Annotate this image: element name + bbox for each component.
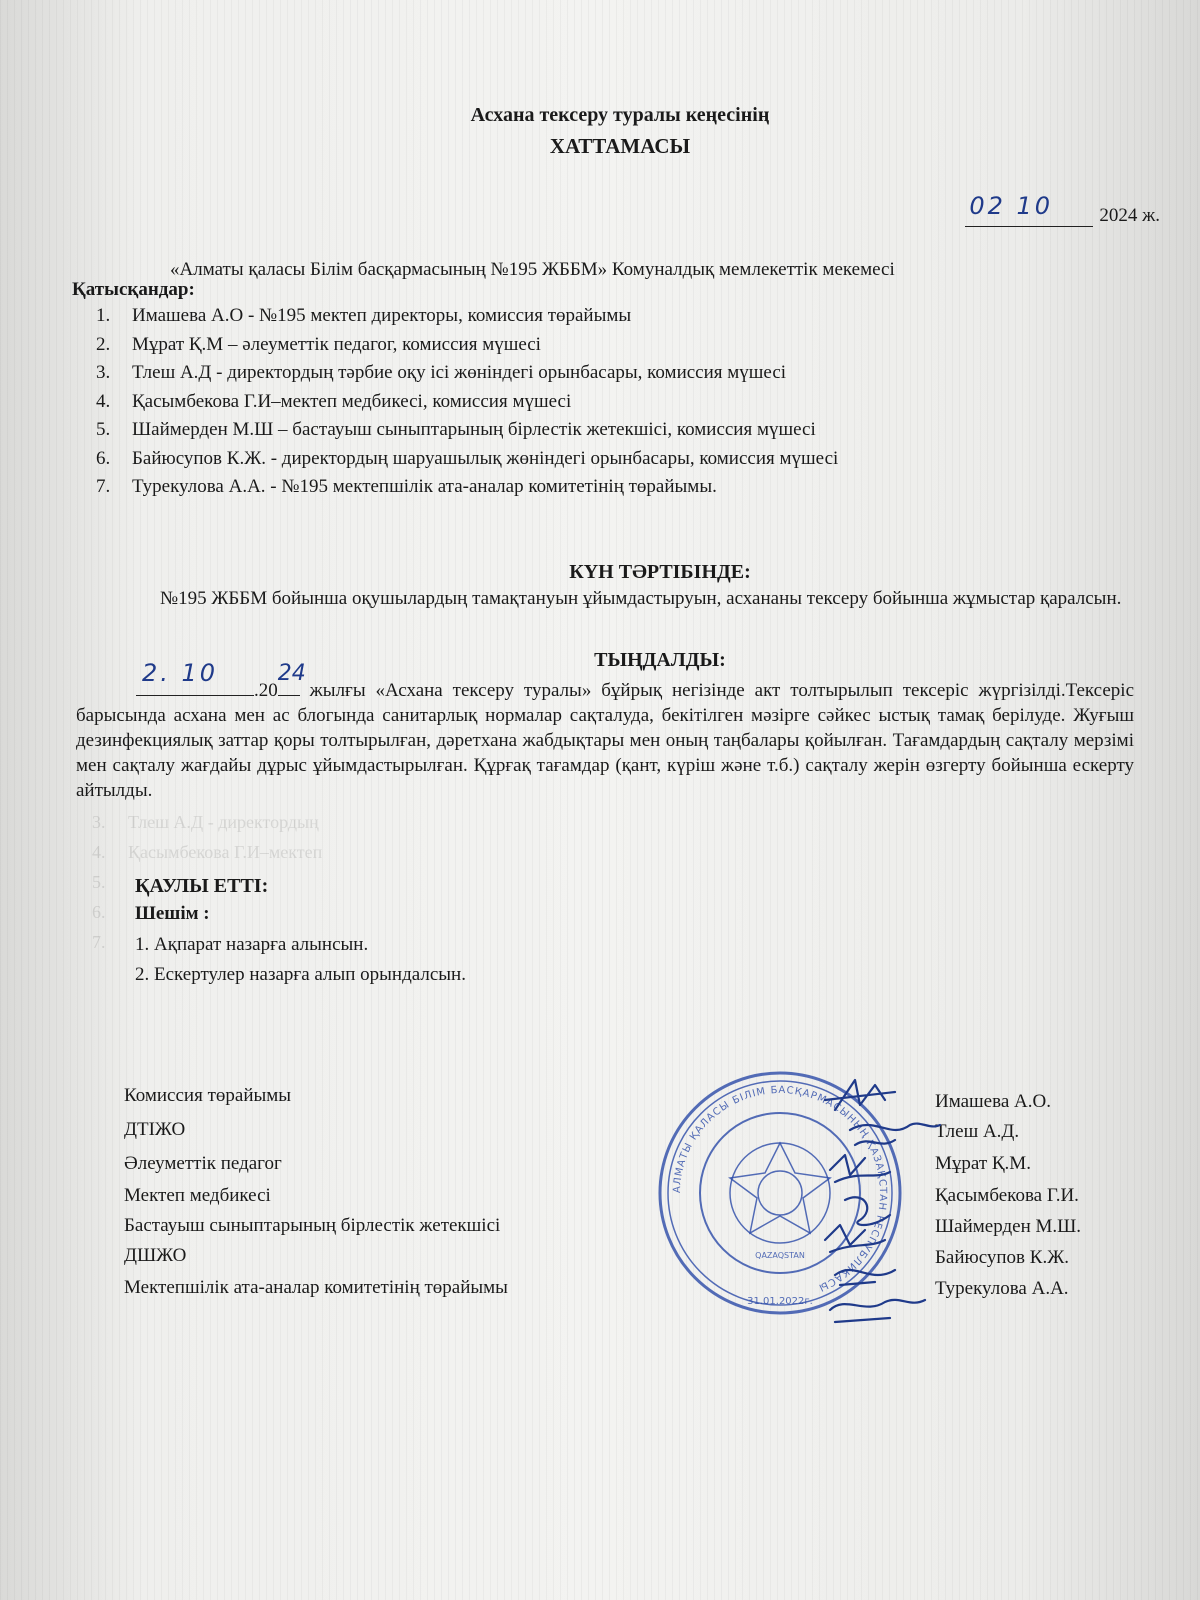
signatory-role: Бастауыш сыныптарының бірлестік жетекшісі [124,1215,501,1236]
signatory-role: Әлеуметтік педагог [124,1153,282,1174]
document-date [965,192,1160,227]
document-subtitle: ХАТТАМАСЫ [549,134,691,158]
signatory-role: Мектеп медбикесі [124,1185,271,1206]
date-year: 2024 ж. [1099,205,1160,226]
show-through: 5. [92,872,106,892]
agenda-text: №195 ЖББМ бойынша оқушылардың тамақтануын ұйымдастыруын, асхананы тексеру бойынша жұмыстар қаралсын. [160,588,1122,609]
agenda-heading: КҮН ТӘРТІБІНДЕ: [569,561,751,583]
show-through: 4. Қасымбекова Г.И–мектеп [92,842,323,862]
signatory-name: Шаймерден М.Ш. [935,1216,1082,1237]
document-title: Асхана тексеру туралы кеңесінің [470,104,770,126]
signatory-name: Турекулова А.А. [935,1278,1069,1299]
show-through: 3. Тлеш А.Д - директордың [92,812,319,832]
heard-paragraph: 2. 10 .20 24 жылғы «Асхана тексеру туралы» бұйрық негізінде акт толтырылып тексеріс жүргізілді.Тексеріс барысында асхана мен ас блогында санитарлық нормалар сақталуда, бекітілген мәзірге сәйкес ыстық тамақ берілуде. Жуғыш дезинфекциялық заттар қоры толтырылған, дәретхана жабдықтары мен оның таңбалары қойылған. Тағамдардың сақталу мерзімі мен сақталу жағдайы дұрыс ұйымдастырылған. Құрғақ тағамдар (қант, күріш және т.б.) сақталу жерін өзгерту бойынша ескерту айтылды. [76,659,1134,801]
signatory-role: ДШЖО [124,1245,187,1266]
stamp-ring-text: АЛМАТЫ ҚАЛАСЫ БІЛІМ БАСҚАРМАСЫНЫҢ ҚАЗАҚСТАН РЕСПУБЛИКАСЫ [671,1084,889,1294]
heard-date-blank: 2. 10 [136,675,254,696]
signatory-name: Имашева А.О. [935,1091,1051,1112]
heard-text: жылғы «Асхана тексеру туралы» бұйрық негізінде акт толтырылып тексеріс жүргізілді.Тексеріс барысында асхана мен ас блогында санитарлық нормалар сақталуда, бекітілген мәзірге сәйкес ыстық тамақ берілуде. Жуғыш дезинфекциялық заттар қоры толтырылған, дәретхана жабдықтары мен оның таңбалары қойылған. Тағамдардың сақталу мерзімі мен сақталу жағдайы дұрыс ұйымдастырылған. Құрғақ тағамдар (қант, күріш және т.б.) сақталу жерін өзгерту бойынша ескерту айтылды. [76,680,1134,801]
stamp-center-text: QAZAQSTAN [755,1251,805,1260]
heard-year-blank: 24 [278,675,300,696]
date-blank [965,192,1093,227]
signatory-role: Мектепшілік ата-аналар комитетінің төрайымы [124,1277,508,1298]
show-through: 6. [92,902,106,922]
decision-item: 2. Ескертулер назарға алып орындалсын. [135,964,466,985]
decision-item: 1. Ақпарат назарға алынсын. [135,934,369,955]
show-through: 7. [92,932,106,952]
signatures-icon [815,1070,945,1330]
decision-label: Шешім : [135,903,210,924]
stamp-date: 31.01.2022г. [747,1296,813,1307]
organization-name: «Алматы қаласы Білім басқармасының №195 ЖББМ» Комуналдық мемлекеттік мекемесі [170,259,895,280]
document-page: Асхана тексеру туралы кеңесінің ХАТТАМАСЫ 02 10 2024 ж. «Алматы қаласы Білім басқармасының №195 ЖББМ» Комуналдық мемлекеттік мекемесі Қатысқандар: 1. Имашева А.О - №195 мектеп директоры, комиссия төрайымы 2. Мұрат Қ.М – әлеуметтік педагог, комиссия мүшесі 3. Тлеш А.Д - директордың тәрбие оқу ісі жөніндегі орынбасары, комиссия мүшесі 4. Қасымбекова Г.И–мектеп медбикесі, комиссия мүшесі 5. Шаймерден М.Ш – бастауыш сыныптарының бірлестік жетекшісі, комиссия мүшесі 6. Байюсупов К.Ж. - директордың шаруашылық жөніндегі орынбасары, комиссия мүшесі 7. Турекулова А.А. - №195 мектепшілік ата-аналар комитетінің төрайымы. КҮН ТӘРТІБІНДЕ: №195 ЖББМ бойынша оқушылардың тамақтануын ұйымдастыруын, асхананы тексеру бойынша жұмыстар қаралсын. ТЫҢДАЛДЫ: 2. 10 .20 24 жылғы «Асхана тексеру туралы» бұйрық негізінде акт толтырылып тексеріс жүргізілді.Тексеріс барысында асхана мен ас блогында санитарлық нормалар сақталуда, бекітілген мәзірге сәйкес ыстық тамақ берілуде. Жуғыш дезинфекциялық заттар қоры толтырылған, дәретхана жабдықтары мен оның таңбалары қойылған. Тағамдардың сақталу мерзімі мен сақталу жағдайы дұрыс ұйымдастырылған. Құрғақ тағамдар (қант, күріш және т.б.) сақталу жерін өзгерту бойынша ескерту айтылды. 3. Тлеш А.Д - директордың 4. Қасымбекова Г.И–мектеп 5. 6. 7. ҚАУЛЫ ЕТТІ: Шешім : 1. Ақпарат назарға алынсын. 2. Ескертулер назарға алып орындалсын. Комиссия төрайымы ДТІЖО Әлеуметтік педагог Мектеп медбикесі Бастауыш сыныптарының бірлестік жетекшісі ДШЖО Мектепшілік ата-аналар комитетінің төрайымы Имашева А.О. Тлеш А.Д. Мұрат Қ.М. Қасымбекова Г.И. Шаймерден М.Ш. Байюсупов К.Ж. Турекулова А.А. АЛМАТЫ ҚАЛАСЫ БІЛІМ БАСҚАРМАСЫНЫҢ ҚАЗАҚСТАН РЕСПУБЛИКАСЫ QAZAQSTAN 31.01.2022г. [0,0,1200,1600]
signatory-role: Комиссия төрайымы [124,1085,292,1106]
decided-heading: ҚАУЛЫ ЕТТІ: [135,875,269,897]
heard-heading: ТЫҢДАЛДЫ: [594,649,726,671]
signatory-name: Байюсупов К.Ж. [935,1247,1069,1268]
signatory-role: ДТІЖО [124,1119,186,1140]
signatory-name: Қасымбекова Г.И. [935,1185,1079,1206]
signatory-name: Тлеш А.Д. [935,1121,1020,1142]
handwritten-date: 02 10 [969,192,1054,220]
signatory-name: Мұрат Қ.М. [935,1153,1031,1174]
participants-heading: Қатысқандар: [72,279,195,300]
